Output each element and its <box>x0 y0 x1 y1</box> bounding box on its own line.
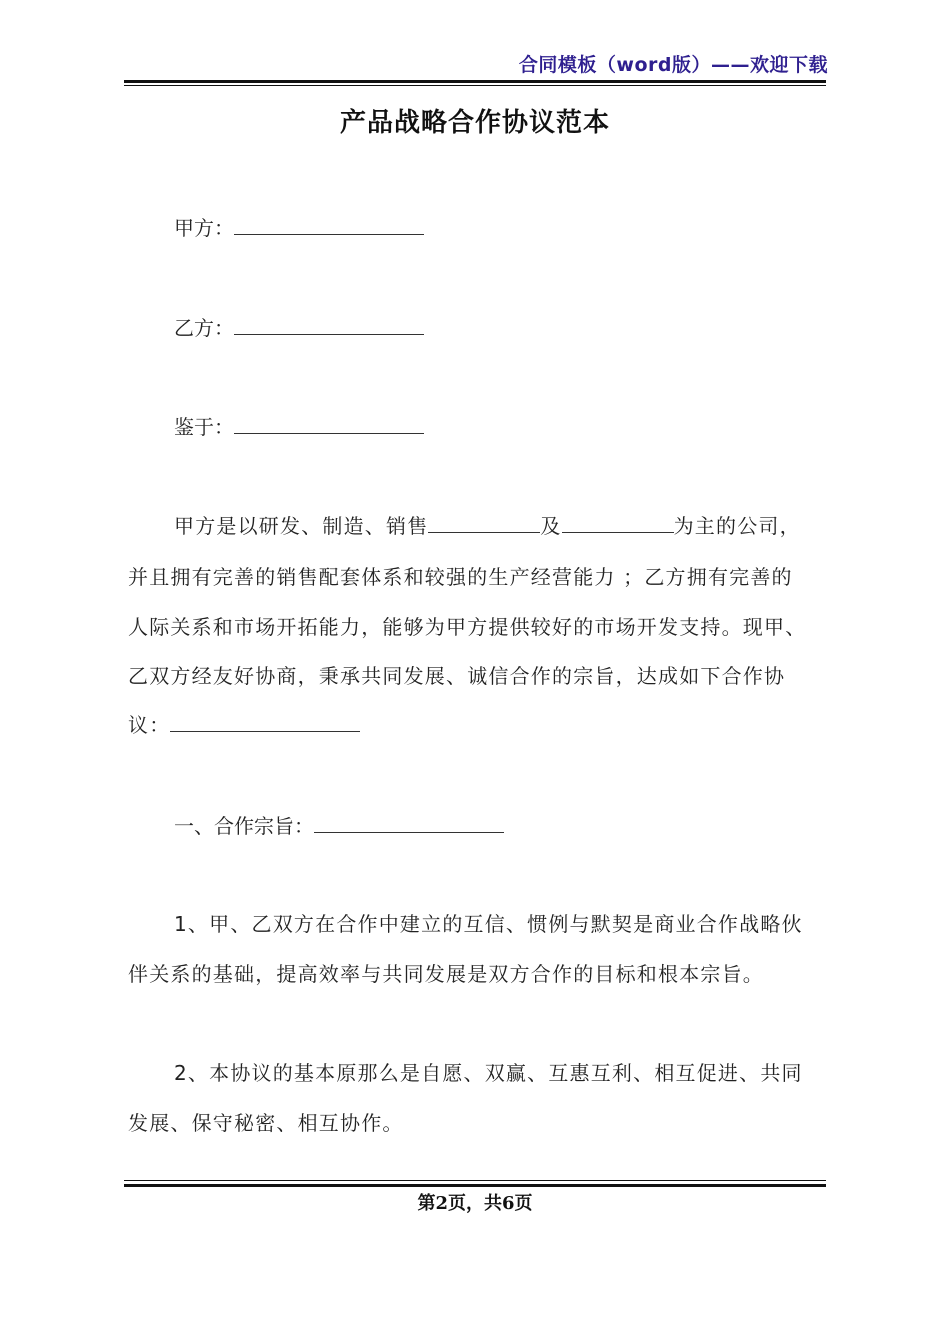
agreement-blank <box>170 713 360 732</box>
whereas-label: 鉴于： <box>174 415 234 439</box>
clause-2-line-1: 2、本协议的基本原那么是自愿、双赢、互惠互利、相互促进、共同 <box>174 1061 803 1085</box>
whereas-blank <box>234 415 424 434</box>
clause-2-line-2: 发展、保守秘密、相互协作。 <box>128 1111 404 1135</box>
intro-line-1-part-3: 为主的公司， <box>673 514 801 538</box>
document-title: 产品战略合作协议范本 <box>339 108 610 138</box>
intro-line-5 <box>128 709 828 738</box>
intro-line-1-part-2: 及 <box>540 514 562 538</box>
footer-divider-thin <box>124 1180 826 1181</box>
intro-line-2: 并且拥有完善的销售配套体系和较强的生产经营能力 ；乙方拥有完善的 <box>128 565 793 589</box>
whereas-field <box>174 411 424 440</box>
page-number: 第2页，共6页 <box>417 1193 533 1214</box>
section-1-heading <box>174 810 504 839</box>
intro-line-5-text: 议： <box>128 713 171 737</box>
clause-1-line-2: 伴关系的基础，提高效率与共同发展是双方合作的目标和根本宗旨。 <box>128 962 764 986</box>
intro-line-1-part-1: 甲方是以研发、制造、销售 <box>174 514 429 538</box>
party-b-field <box>174 312 424 341</box>
product-blank-2 <box>562 514 674 533</box>
section-1-blank <box>314 814 504 833</box>
header-banner-text: 合同模板（word版）——欢迎下载 <box>518 54 828 76</box>
intro-line-3: 人际关系和市场开拓能力，能够为甲方提供较好的市场开发支持。现甲、 <box>128 615 807 639</box>
header-divider-thin <box>124 85 826 86</box>
party-b-blank <box>234 316 424 335</box>
header-divider-thick <box>124 80 826 83</box>
party-a-field <box>174 212 424 241</box>
intro-line-1 <box>174 510 828 539</box>
party-a-blank <box>234 216 424 235</box>
footer-divider-thick <box>124 1184 826 1187</box>
clause-1-line-1: 1、甲、乙双方在合作中建立的互信、惯例与默契是商业合作战略伙 <box>174 912 803 936</box>
party-b-label: 乙方： <box>174 316 234 340</box>
section-1-heading-text: 一、合作宗旨： <box>174 814 314 838</box>
intro-line-4: 乙双方经友好协商，秉承共同发展、诚信合作的宗旨，达成如下合作协 <box>128 664 786 688</box>
party-a-label: 甲方： <box>174 216 234 240</box>
product-blank-1 <box>428 514 540 533</box>
